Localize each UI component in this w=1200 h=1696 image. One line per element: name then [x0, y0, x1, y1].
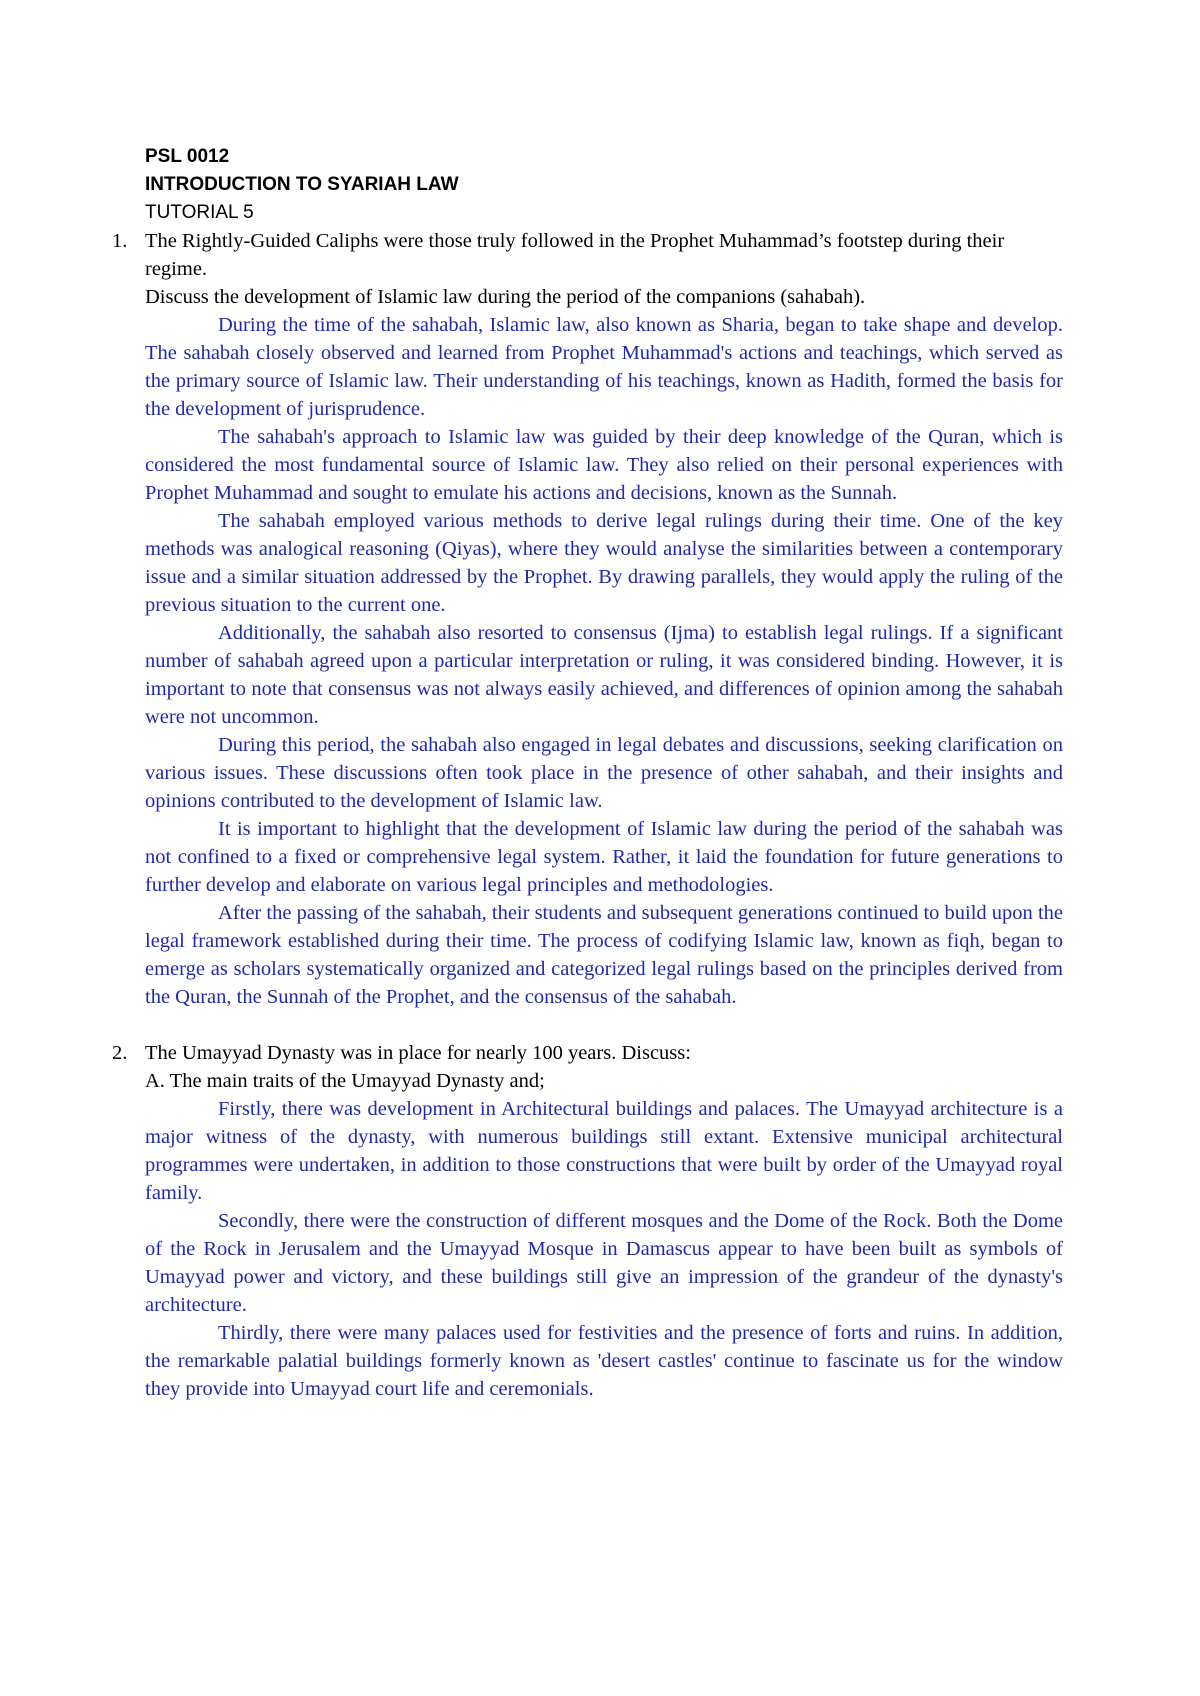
question-prompt: A. The main traits of the Umayyad Dynasty and; [145, 1070, 545, 1092]
answer-paragraph: It is important to highlight that the development of Islamic law during the period of the sahabah was not confined to a fixed or comprehensive legal system. Rather, it laid the foundation for future generations to further develop and elaborate on various legal principles and methodologies. [145, 818, 1063, 896]
question-text: The Rightly-Guided Caliphs were those truly followed in the Prophet Muhammad’s footstep during their regime. [145, 230, 1005, 280]
course-title: INTRODUCTION TO SYARIAH LAW [145, 174, 459, 195]
question-number: 1. [112, 230, 128, 252]
answer-paragraph: Firstly, there was development in Architectural buildings and palaces. The Umayyad architecture is a major witness of the dynasty, with numerous buildings still extant. Extensive municipal architectural programmes were undertaken, in addition to those constructions that were built by order of the Umayyad royal family. [145, 1098, 1063, 1204]
question-1 [112, 227, 1063, 1011]
answer-paragraph: The sahabah's approach to Islamic law was guided by their deep knowledge of the Quran, which is considered the most fundamental source of Islamic law. They also relied on their personal experiences with Prophet Muhammad and sought to emulate his actions and decisions, known as the Sunnah. [145, 426, 1063, 504]
answer-paragraph: During this period, the sahabah also engaged in legal debates and discussions, seeking clarification on various issues. These discussions often took place in the presence of other sahabah, and their insights and opinions contributed to the development of Islamic law. [145, 734, 1063, 812]
document-body [112, 143, 1063, 1403]
tutorial-label: TUTORIAL 5 [145, 202, 254, 223]
paragraph-spacer [145, 1011, 1063, 1039]
question-number: 2. [112, 1042, 128, 1064]
answer-paragraph: After the passing of the sahabah, their students and subsequent generations continued to build upon the legal framework established during their time. The process of codifying Islamic law, known as fiqh, began to emerge as scholars systematically organized and categorized legal rulings based on the principles derived from the Quran, the Sunnah of the Prophet, and the consensus of the sahabah. [145, 902, 1063, 1008]
question-2 [112, 1039, 1063, 1403]
answer-paragraph: Thirdly, there were many palaces used for festivities and the presence of forts and ruins. In addition, the remarkable palatial buildings formerly known as 'desert castles' continue to fascinate us for the window they provide into Umayyad court life and ceremonials. [145, 1322, 1063, 1400]
course-code: PSL 0012 [145, 146, 230, 167]
answer-paragraph: During the time of the sahabah, Islamic law, also known as Sharia, began to take shape and develop. The sahabah closely observed and learned from Prophet Muhammad's actions and teachings, which served as the primary source of Islamic law. Their understanding of his teachings, known as Hadith, formed the basis for the development of jurisprudence. [145, 314, 1063, 420]
answer-paragraph: The sahabah employed various methods to derive legal rulings during their time. One of the key methods was analogical reasoning (Qiyas), where they would analyse the similarities between a contemporary issue and a similar situation addressed by the Prophet. By drawing parallels, they would apply the ruling of the previous situation to the current one. [145, 510, 1063, 616]
question-text: The Umayyad Dynasty was in place for nearly 100 years. Discuss: [145, 1042, 691, 1064]
answer-paragraph: Secondly, there were the construction of different mosques and the Dome of the Rock. Both the Dome of the Rock in Jerusalem and the Umayyad Mosque in Damascus appear to have been built as symbols of Umayyad power and victory, and these buildings still give an impression of the grandeur of the dynasty's architecture. [145, 1210, 1063, 1316]
question-prompt: Discuss the development of Islamic law during the period of the companions (sahabah). [145, 286, 866, 308]
answer-paragraph: Additionally, the sahabah also resorted to consensus (Ijma) to establish legal rulings. If a significant number of sahabah agreed upon a particular interpretation or ruling, it was considered binding. However, it is important to note that consensus was not always easily achieved, and differences of opinion among the sahabah were not uncommon. [145, 622, 1063, 728]
